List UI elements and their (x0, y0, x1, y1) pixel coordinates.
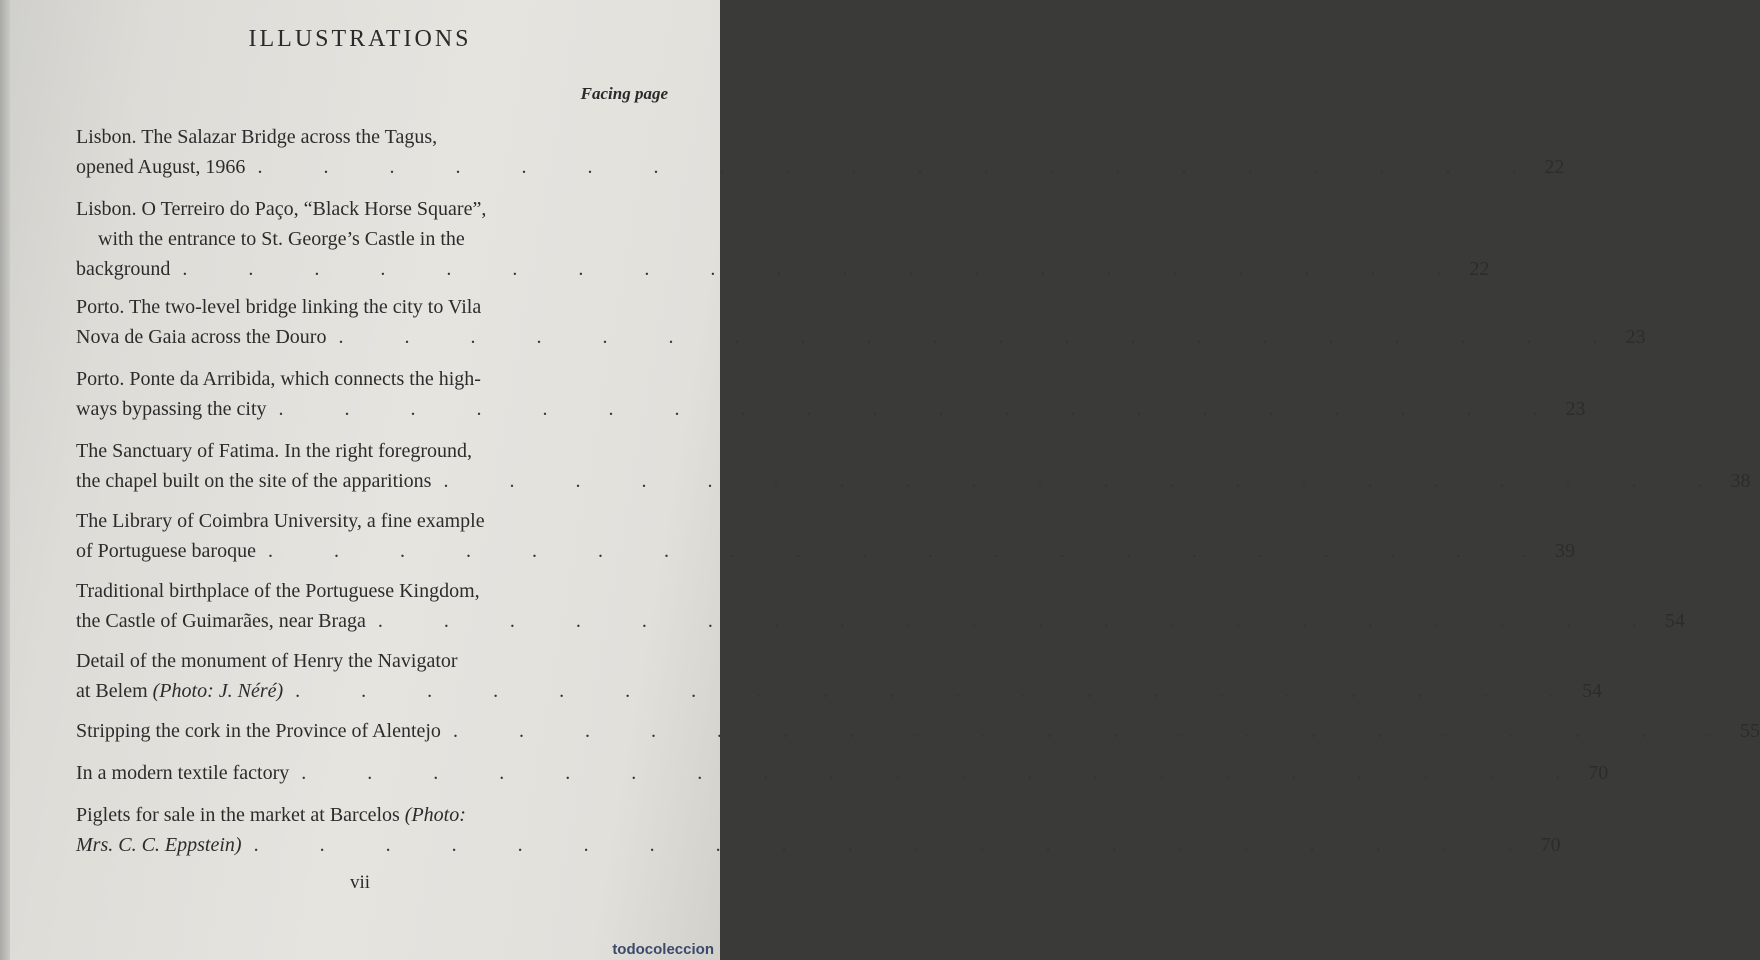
illustration-entry (76, 506, 1575, 566)
dot-leader: . . . . . . . . . . . . . . . . . . . . (267, 540, 1555, 562)
page-number: 70 (1588, 762, 1609, 784)
illustration-entry (76, 716, 1760, 746)
dot-leader: . . . . . . . . . . . . . . . . . . . . (295, 680, 1583, 702)
dot-leader: . . . . . . . . . . . . . . . . . . . . (182, 258, 1470, 280)
entry-text: the Castle of Guimarães, near Braga (76, 610, 366, 632)
entry-text: Stripping the cork in the Province of Alentejo (76, 720, 441, 742)
entry-text: In a modern textile factory (76, 762, 290, 784)
photo-credit: Mrs. C. C. Eppstein) (76, 834, 242, 856)
illustration-entry (76, 292, 1646, 352)
illustration-entry (76, 364, 1586, 424)
entry-line: Lisbon. O Terreiro do Paço, “Black Horse Square”, (76, 198, 487, 220)
illustration-entry (76, 576, 1685, 636)
page-number: 54 (1582, 680, 1603, 702)
entry-last-line (76, 536, 1575, 566)
entry-text: background (76, 258, 171, 280)
facing-page-label: Facing page (580, 84, 668, 103)
illustration-entry (76, 800, 1561, 860)
entry-text: the chapel built on the site of the apparitions (76, 470, 432, 492)
entry-last-line (76, 322, 1646, 352)
dot-leader: . . . . . . . . . . . . . . . . . . . . (278, 398, 1566, 420)
entry-last-line (76, 676, 1603, 706)
illustration-entry (76, 122, 1565, 182)
entry-line (76, 800, 662, 830)
dot-leader: . . . . . . . . . . . . . . . . . . . . (443, 470, 1731, 492)
page-number: 23 (1625, 326, 1646, 348)
page-number: 22 (1544, 156, 1565, 178)
entry-last-line (76, 152, 1565, 182)
dot-leader: . . . . . . . . . . . . . . . . . . . . (452, 720, 1740, 742)
illustration-entry (76, 436, 1751, 496)
illustration-entry (76, 758, 1609, 788)
entry-text: Piglets for sale in the market at Barcelos (76, 804, 400, 826)
entry-text: ways bypassing the city (76, 398, 267, 420)
entry-last-line (76, 394, 1586, 424)
entry-line: Porto. The two-level bridge linking the city to Vila (76, 296, 482, 318)
page-number: 23 (1565, 398, 1586, 420)
entry-line: Detail of the monument of Henry the Navigator (76, 650, 458, 672)
photo-credit: (Photo: J. Néré) (152, 680, 284, 702)
page-number: 55 (1739, 720, 1760, 742)
entry-line: Porto. Ponte da Arribida, which connects the high- (76, 368, 481, 390)
entry-text: at Belem (76, 680, 148, 702)
entry-line: Traditional birthplace of the Portuguese Kingdom, (76, 580, 480, 602)
page-number: 22 (1469, 258, 1490, 280)
entry-text: of Portuguese baroque (76, 540, 256, 562)
dot-leader: . . . . . . . . . . . . . . . . . . . . (338, 326, 1626, 348)
entry-text: Nova de Gaia across the Douro (76, 326, 327, 348)
entry-last-line (76, 606, 1685, 636)
page-heading: ILLUSTRATIONS (248, 26, 472, 52)
entry-last-line (76, 830, 1561, 860)
page-number: 70 (1540, 834, 1561, 856)
page-number: 38 (1730, 470, 1751, 492)
dot-leader: . . . . . . . . . . . . . . . . . . . . (377, 610, 1665, 632)
entry-last-line (76, 466, 1751, 496)
entry-last-line (76, 758, 1609, 788)
page-folio: vii (349, 872, 371, 893)
entry-last-line (76, 716, 1760, 746)
entry-last-line (76, 254, 1490, 284)
entry-line: The Sanctuary of Fatima. In the right foreground, (76, 440, 472, 462)
entry-line: Lisbon. The Salazar Bridge across the Tagus, (76, 126, 438, 148)
illustration-entry (76, 646, 1603, 706)
page-edge (0, 0, 10, 960)
page-number: 54 (1664, 610, 1685, 632)
dot-leader: . . . . . . . . . . . . . . . . . . . . (257, 156, 1545, 178)
entry-text: opened August, 1966 (76, 156, 246, 178)
entry-line: The Library of Coimbra University, a fine example (76, 510, 485, 532)
page-number: 39 (1554, 540, 1575, 562)
dot-leader: . . . . . . . . . . . . . . . . . . . . (253, 834, 1541, 856)
photo-credit: (Photo: (404, 804, 466, 826)
watermark: todocoleccion (612, 941, 714, 958)
entry-line: with the entrance to St. George’s Castle in the (98, 228, 465, 250)
illustration-entry (76, 194, 1490, 284)
dot-leader: . . . . . . . . . . . . . . . . . . . . (301, 762, 1589, 784)
